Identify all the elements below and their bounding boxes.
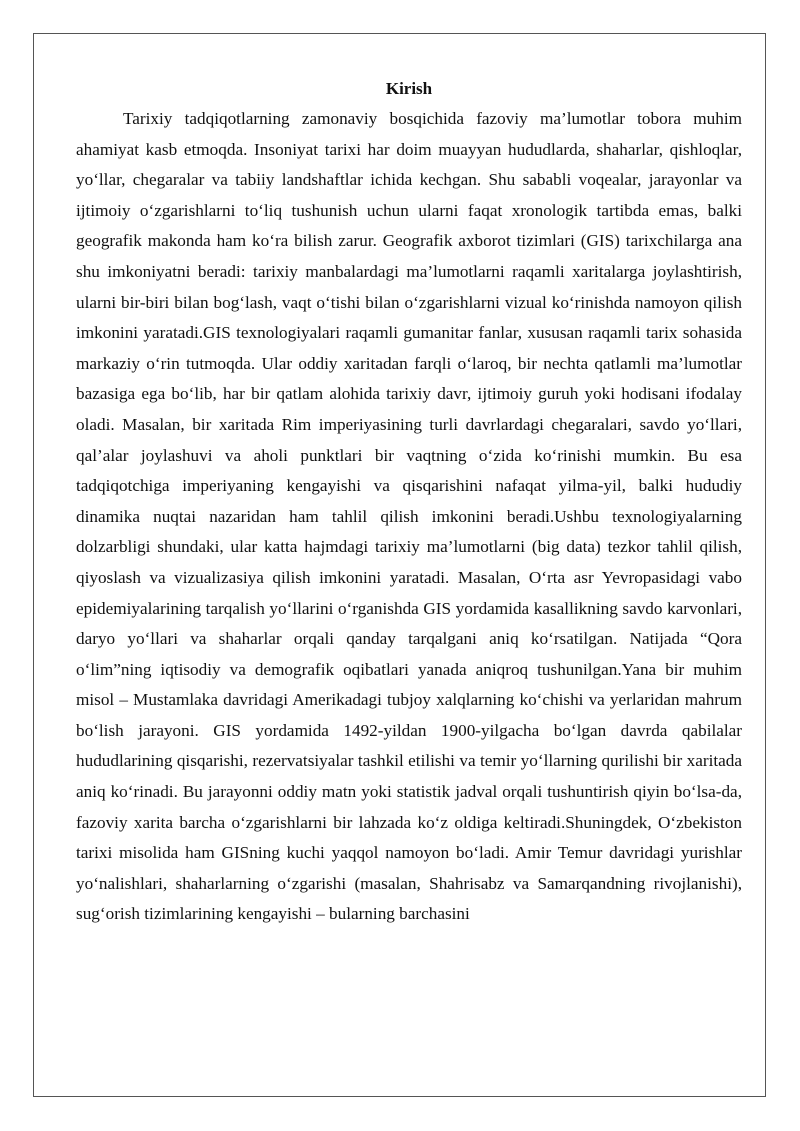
body-paragraph: Tarixiy tadqiqotlarning zamonaviy bosqichida fazoviy ma’lumotlar tobora muhim ahamiyat kasb etmoqda. Insoniyat tarixi har doim muayyan hududlarda, shaharlar, qishloqlar, yo‘llar, chegaralar va tabiiy landshaftlar ichida kechgan. Shu sababli voqealar, jarayonlar va ijtimoiy o‘zgarishlarni to‘liq tushunish uchun ularni faqat xronologik tartibda emas, balki geografik makonda ham ko‘ra bilish zarur. Geografik axborot tizimlari (GIS) tarixchilarga ana shu imkoniyatni beradi: tarixiy manbalardagi ma’lumotlarni raqamli xaritalarga joylashtirish, ularni bir-biri bilan bog‘lash, vaqt o‘tishi bilan o‘zgarishlarni vizual ko‘rinishda namoyon qilish imkonini yaratadi.GIS texnologiyalari raqamli gumanitar fanlar, xususan raqamli tarix sohasida markaziy o‘rin tutmoqda. Ular oddiy xaritadan farqli o‘laroq, bir nechta qatlamli ma’lumotlar bazasiga ega bo‘lib, har bir qatlam alohida tarixiy davr, ijtimoiy guruh yoki hodisani ifodalay oladi. Masalan, bir xaritada Rim imperiyasining turli davrlardagi chegaralari, savdo yo‘llari, qal’alar joylashuvi va aholi punktlari bir vaqtning o‘zida ko‘rinishi mumkin. Bu esa tadqiqotchiga imperiyaning kengayishi va qisqarishini nafaqat yilma-yil, balki hududiy dinamika nuqtai nazaridan ham tahlil qilish imkonini beradi.Ushbu texnologiyalarning dolzarbligi shundaki, ular katta hajmdagi tarixiy ma’lumotlarni (big data) tezkor tahlil qilish, qiyoslash va vizualizasiya qilish imkonini yaratadi. Masalan, O‘rta asr Yevropasidagi vabo epidemiyalarining tarqalish yo‘llarini o‘rganishda GIS yordamida kasallikning savdo karvonlari, daryo yo‘llari va shaharlar orqali qanday tarqalgani aniq ko‘rsatilgan. Natijada “Qora o‘lim”ning iqtisodiy va demografik oqibatlari yanada aniqroq tushunilgan.Yana bir muhim misol – Mustamlaka davridagi Amerikadagi tubjoy xalqlarning ko‘chishi va yerlaridan mahrum bo‘lish jarayoni. GIS yordamida 1492-yildan 1900-yilgacha bo‘lgan davrda qabilalar hududlarining qisqarishi, rezervatsiyalar tashkil etilishi va temir yo‘llarning qurilishi bir xaritada aniq ko‘rinadi. Bu jarayonni oddiy matn yoki statistik jadval orqali tushuntirish qiyin bo‘lsa-da, fazoviy xarita barcha o‘zgarishlarni bir lahzada ko‘z oldiga keltiradi.Shuningdek, O‘zbekiston tarixi misolida ham GISning kuchi yaqqol namoyon bo‘ladi. Amir Temur davridagi yurishlar yo‘nalishlari, shaharlarning o‘zgarishi (masalan, Shahrisabz va Samarqandning rivojlanishi), sug‘orish tizimlarining kengayishi – bularning barchasini [76, 109, 742, 924]
section-title: Kirish [385, 79, 433, 98]
document-body [76, 74, 742, 930]
